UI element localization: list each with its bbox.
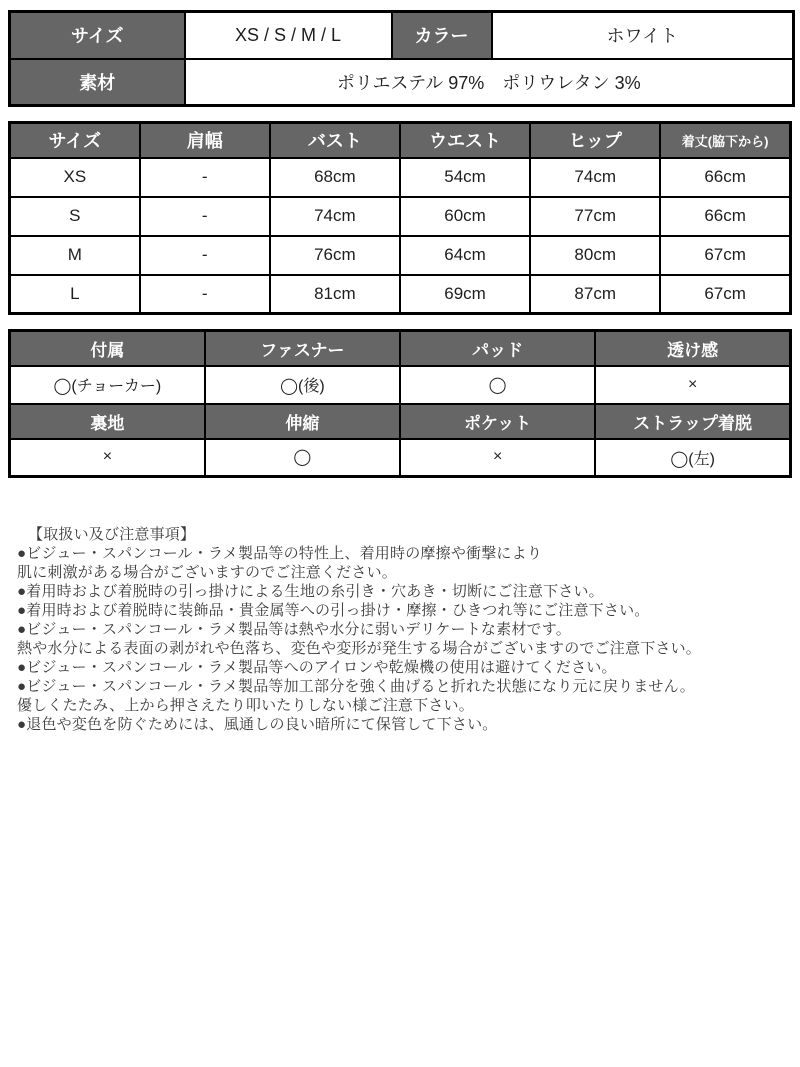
care-note-line: ●退色や変色を防ぐためには、風通しの良い暗所にて保管して下さい。 [17, 716, 498, 733]
col-header-hip: ヒップ [530, 123, 660, 158]
measurement-cell: 68cm [270, 158, 400, 197]
feature-header-pocket: ポケット [400, 404, 595, 439]
measurement-cell: - [140, 275, 270, 314]
measurements-header-row [10, 123, 791, 158]
care-notes-title: 【取扱い及び注意事項】 [28, 526, 196, 543]
table-row [10, 275, 791, 314]
care-note-line: ●ビジュー・スパンコール・ラメ製品等へのアイロンや乾燥機の使用は避けてください。 [17, 659, 617, 676]
measurement-cell: - [140, 197, 270, 236]
table-row [10, 12, 794, 59]
color-value: ホワイト [492, 12, 794, 59]
care-note-line: 優しくたたみ、上から押さえたり叩いたりしない様ご注意下さい。 [17, 697, 474, 714]
measurement-cell: 64cm [400, 236, 530, 275]
col-header-bust: バスト [270, 123, 400, 158]
measurement-cell: 80cm [530, 236, 660, 275]
features-header-row [10, 404, 791, 439]
table-row [10, 197, 791, 236]
care-note-line: ●着用時および着脱時の引っ掛けによる生地の糸引き・穴あき・切断にご注意下さい。 [17, 583, 604, 600]
care-note-line: 肌に刺激がある場合がございますのでご注意ください。 [17, 564, 398, 581]
col-header-length: 着丈(脇下から) [660, 123, 790, 158]
measurements-table [8, 121, 792, 315]
care-note-line: ●ビジュー・スパンコール・ラメ製品等の特性上、着用時の摩擦や衝撃により [17, 545, 543, 562]
material-value: ポリエステル 97% ポリウレタン 3% [185, 59, 794, 106]
features-table [8, 329, 792, 478]
feature-value-stretch: ◯ [205, 439, 400, 477]
measurement-cell: - [140, 236, 270, 275]
measurement-cell: 60cm [400, 197, 530, 236]
measurement-cell: 66cm [660, 158, 790, 197]
feature-value-pocket: × [400, 439, 595, 477]
measurement-cell: 67cm [660, 236, 790, 275]
care-notes [8, 525, 792, 734]
measurement-cell: 74cm [270, 197, 400, 236]
care-note-line: ●ビジュー・スパンコール・ラメ製品等は熱や水分に弱いデリケートな素材です。 [17, 621, 571, 638]
feature-value-fastener: ◯(後) [205, 366, 400, 404]
size-name-cell: XS [10, 158, 140, 197]
measurement-cell: 66cm [660, 197, 790, 236]
size-value: XS / S / M / L [185, 12, 392, 59]
feature-header-fastener: ファスナー [205, 331, 400, 366]
table-row [10, 236, 791, 275]
table-row [10, 366, 791, 404]
feature-header-pad: パッド [400, 331, 595, 366]
material-label: 素材 [10, 59, 185, 106]
feature-value-sheerness: × [595, 366, 790, 404]
care-note-line: 熱や水分による表面の剥がれや色落ち、変色や変形が発生する場合がございますのでご注意下さい。 [17, 640, 702, 657]
feature-value-lining: × [10, 439, 205, 477]
table-row [10, 158, 791, 197]
col-header-size: サイズ [10, 123, 140, 158]
feature-header-sheerness: 透け感 [595, 331, 790, 366]
measurement-cell: 76cm [270, 236, 400, 275]
measurement-cell: 74cm [530, 158, 660, 197]
feature-value-pad: ◯ [400, 366, 595, 404]
features-header-row [10, 331, 791, 366]
size-name-cell: L [10, 275, 140, 314]
measurement-cell: 81cm [270, 275, 400, 314]
col-header-waist: ウエスト [400, 123, 530, 158]
feature-header-stretch: 伸縮 [205, 404, 400, 439]
measurement-cell: - [140, 158, 270, 197]
measurement-cell: 77cm [530, 197, 660, 236]
size-name-cell: S [10, 197, 140, 236]
size-label: サイズ [10, 12, 185, 59]
feature-header-lining: 裏地 [10, 404, 205, 439]
col-header-shoulder: 肩幅 [140, 123, 270, 158]
size-name-cell: M [10, 236, 140, 275]
feature-value-strap: ◯(左) [595, 439, 790, 477]
feature-header-accessory: 付属 [10, 331, 205, 366]
measurement-cell: 87cm [530, 275, 660, 314]
feature-value-accessory: ◯(チョーカー) [10, 366, 205, 404]
table-row [10, 59, 794, 106]
care-note-line: ●着用時および着脱時に装飾品・貴金属等への引っ掛け・摩擦・ひきつれ等にご注意下さい。 [17, 602, 650, 619]
measurement-cell: 54cm [400, 158, 530, 197]
table-row [10, 439, 791, 477]
size-color-material-table [8, 10, 795, 107]
feature-header-strap: ストラップ着脱 [595, 404, 790, 439]
measurement-cell: 69cm [400, 275, 530, 314]
care-note-line: ●ビジュー・スパンコール・ラメ製品等加工部分を強く曲げると折れた状態になり元に戻りません。 [17, 678, 695, 695]
color-label: カラー [392, 12, 492, 59]
measurement-cell: 67cm [660, 275, 790, 314]
